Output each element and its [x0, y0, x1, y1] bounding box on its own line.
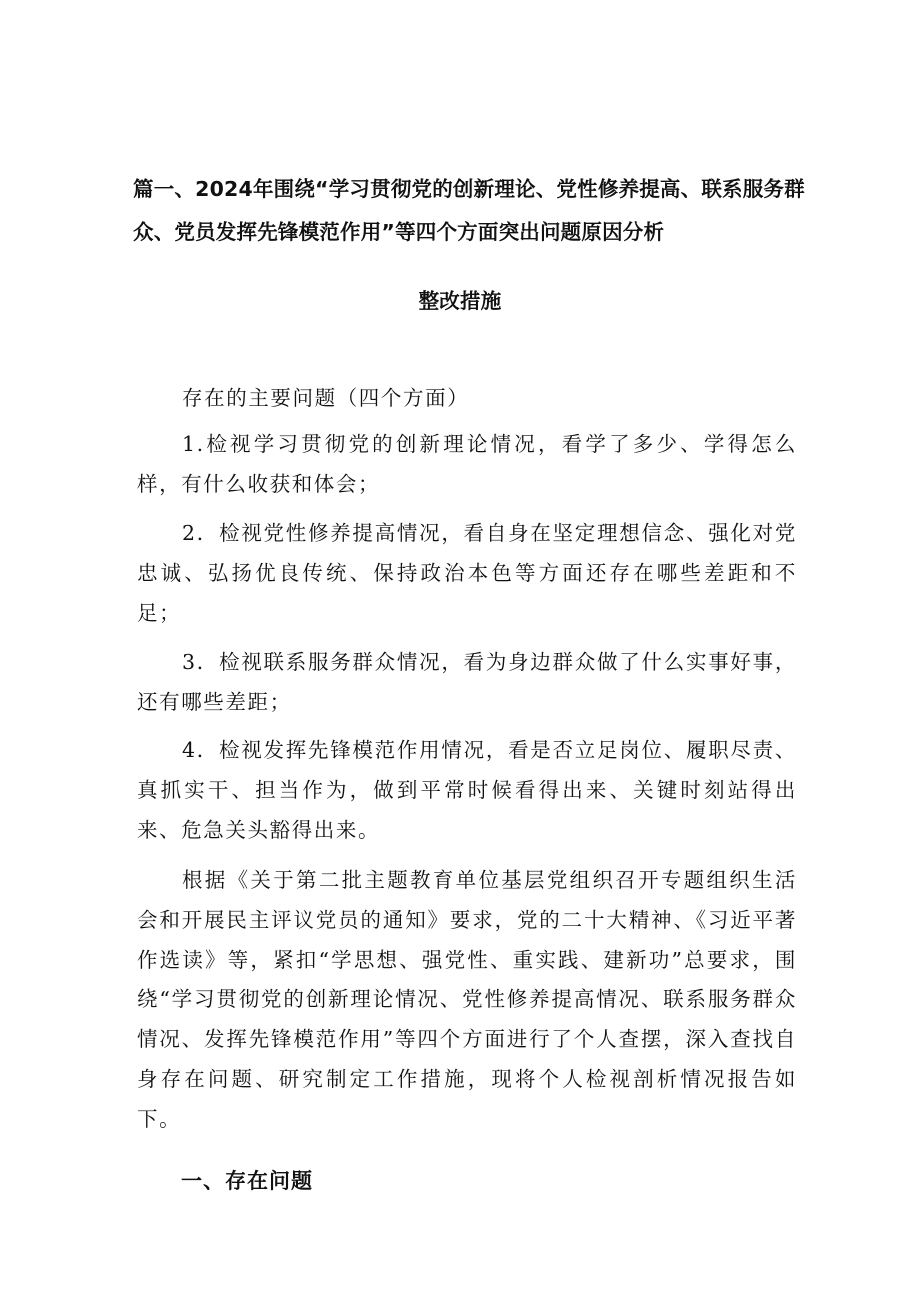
section-heading: 一、存在问题	[181, 1169, 313, 1193]
paragraph-intro: 根据《关于第二批主题教育单位基层党组织召开专题组织生活会和开展民主评议党员的通知》要求，党的二十大精神、《习近平著作选读》等，紧扣“学思想、强党性、重实践、建新功”总要求，围绕“学习贯彻党的创新理论情况、党性修养提高情况、联系服务群众情况、发挥先锋模范作用”等四个方面进行了个人查摆，深入查找自身存在问题、研究制定工作措施，现将个人检视剖析情况报告如下。	[137, 868, 797, 1131]
paragraph-item-4: 4．检视发挥先锋模范作用情况，看是否立足岗位、履职尽责、真抓实干、担当作为，做到平常时候看得出来、关键时刻站得出来、危急关头豁得出来。	[137, 738, 797, 842]
paragraph-item-3: 3．检视联系服务群众情况，看为身边群众做了什么实事好事，还有哪些差距；	[137, 650, 797, 714]
paragraph-main-issues-heading: 存在的主要问题（四个方面）	[182, 386, 470, 410]
paragraph-item-2: 2．检视党性修养提高情况，看自身在坚定理想信念、强化对党忠诚、弘扬优良传统、保持政治本色等方面还存在哪些差距和不足；	[137, 521, 797, 625]
document-title-line-2: 众、党员发挥先锋模范作用”等四个方面突出问题原因分析	[133, 220, 665, 244]
document-title-line-3: 整改措施	[418, 289, 502, 313]
document-title-line-1: 篇一、2024年围绕“学习贯彻党的创新理论、党性修养提高、联系服务群	[133, 177, 805, 201]
paragraph-item-1: 1.检视学习贯彻党的创新理论情况，看学了多少、学得怎么样，有什么收获和体会；	[137, 432, 797, 496]
